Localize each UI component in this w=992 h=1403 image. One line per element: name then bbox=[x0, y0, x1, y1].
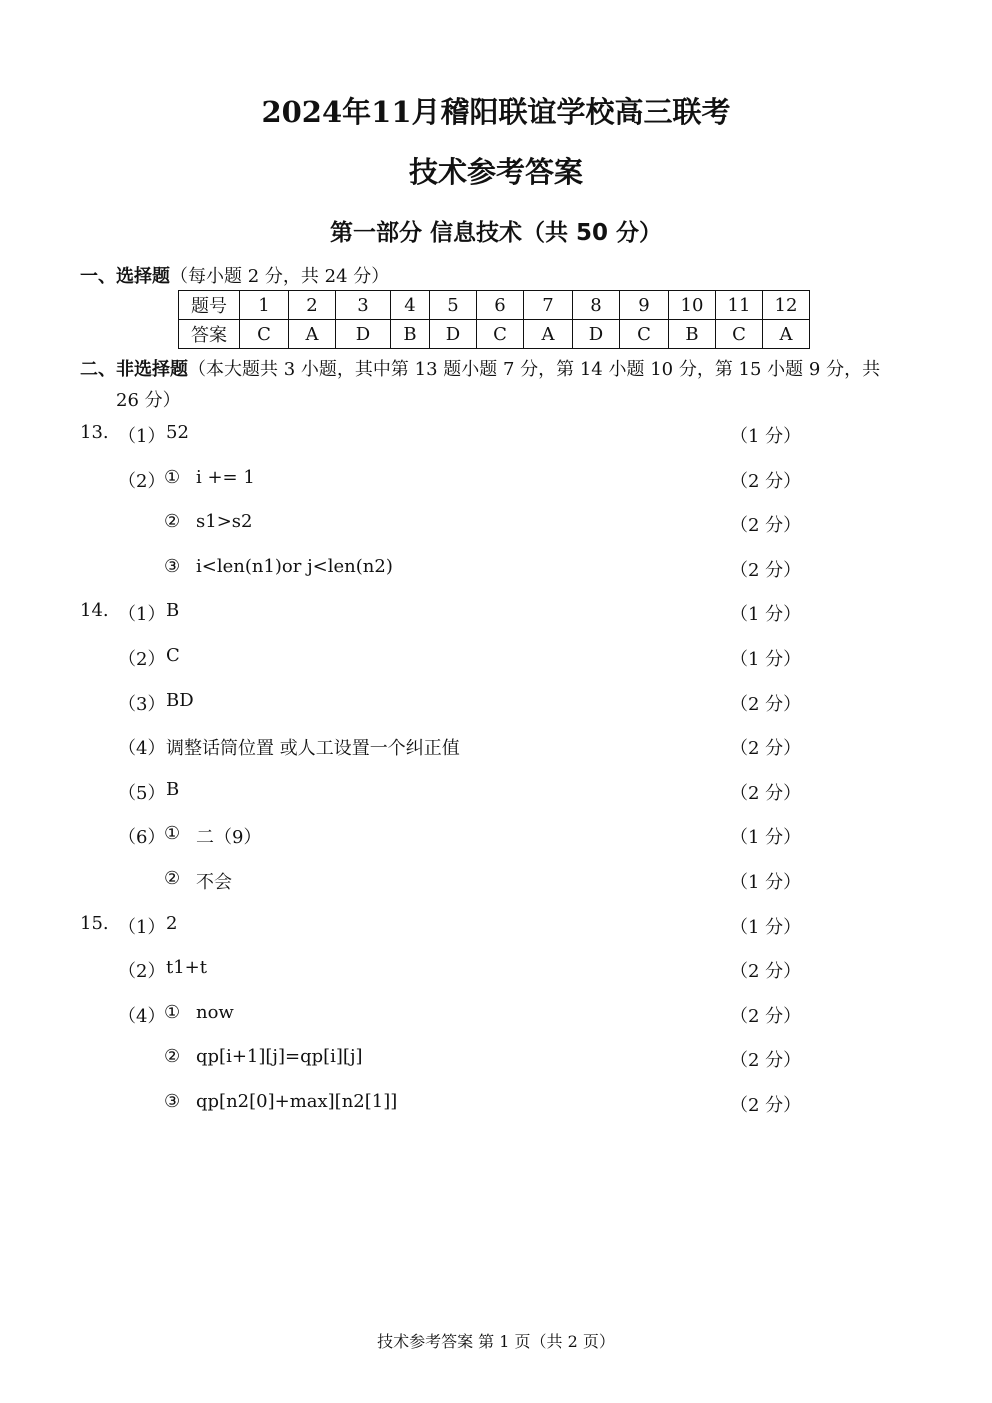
question-label: 14. bbox=[80, 600, 109, 621]
score-label: （2 分） bbox=[730, 560, 802, 581]
score-label: （2 分） bbox=[730, 1006, 802, 1027]
answer-text: C bbox=[166, 645, 180, 666]
sub-question-label: （2） bbox=[118, 471, 166, 492]
answer-text: s1>s2 bbox=[196, 511, 253, 532]
score-label: （2 分） bbox=[730, 1050, 802, 1071]
section1-heading: 一、选择题 bbox=[80, 266, 170, 287]
score-label: （1 分） bbox=[730, 604, 802, 625]
score-label: （2 分） bbox=[730, 471, 802, 492]
answer-cell: A bbox=[763, 320, 810, 349]
question-number: 5 bbox=[430, 291, 477, 320]
answer-cell: D bbox=[573, 320, 620, 349]
question-number: 10 bbox=[669, 291, 716, 320]
section2-heading-line bbox=[80, 355, 880, 381]
question-label: 13. bbox=[80, 422, 109, 443]
answer-cell: C bbox=[716, 320, 763, 349]
score-label: （2 分） bbox=[730, 738, 802, 759]
answer-text: 调整话筒位置 或人工设置一个纠正值 bbox=[166, 738, 460, 759]
answer-text: BD bbox=[166, 690, 194, 711]
section2-note: （本大题共 3 小题，其中第 13 题小题 7 分，第 14 小题 10 分，第 15 小题 9 分，共 bbox=[188, 359, 881, 380]
document-subtitle: 技术参考答案 bbox=[408, 155, 583, 189]
sub-question-label: （5） bbox=[118, 783, 166, 804]
answer-text: i += 1 bbox=[196, 467, 255, 488]
document-title: 2024年11月稽阳联谊学校高三联考 bbox=[261, 95, 731, 129]
score-label: （2 分） bbox=[730, 515, 802, 536]
blank-marker: ② bbox=[164, 868, 181, 889]
answer-cell: C bbox=[620, 320, 669, 349]
answer-text: qp[i+1][j]=qp[i][j] bbox=[196, 1046, 363, 1067]
question-number: 8 bbox=[573, 291, 620, 320]
question-number: 7 bbox=[524, 291, 573, 320]
sub-question-label: （2） bbox=[118, 961, 166, 982]
question-number: 3 bbox=[336, 291, 391, 320]
blank-marker: ① bbox=[164, 1002, 181, 1023]
sub-question-label: （3） bbox=[118, 694, 166, 715]
answer-cell: D bbox=[430, 320, 477, 349]
score-label: （1 分） bbox=[730, 426, 802, 447]
blank-marker: ③ bbox=[164, 556, 181, 577]
section2-note-cont: 26 分） bbox=[116, 390, 181, 411]
page-footer: 技术参考答案 第 1 页（共 2 页） bbox=[377, 1332, 615, 1351]
answer-cell: A bbox=[524, 320, 573, 349]
blank-marker: ② bbox=[164, 511, 181, 532]
answer-cell: D bbox=[336, 320, 391, 349]
sub-question-label: （1） bbox=[118, 604, 166, 625]
answer-text: t1+t bbox=[166, 957, 208, 978]
answer-text: now bbox=[196, 1002, 234, 1023]
answer-text: qp[n2[0]+max][n2[1]] bbox=[196, 1091, 398, 1112]
answer-text: 52 bbox=[166, 422, 189, 443]
score-label: （2 分） bbox=[730, 1095, 802, 1116]
answer-text: 2 bbox=[166, 913, 178, 934]
score-label: （2 分） bbox=[730, 961, 802, 982]
section2-heading: 二、非选择题 bbox=[80, 359, 188, 380]
answer-cell: C bbox=[240, 320, 289, 349]
answer-cell: B bbox=[391, 320, 430, 349]
question-number: 4 bbox=[391, 291, 430, 320]
sub-question-label: （1） bbox=[118, 917, 166, 938]
blank-marker: ① bbox=[164, 823, 181, 844]
question-number: 2 bbox=[289, 291, 336, 320]
question-label: 15. bbox=[80, 913, 109, 934]
answer-table-answer-row bbox=[179, 320, 810, 349]
sub-question-label: （4） bbox=[118, 1006, 166, 1027]
answer-cell: C bbox=[477, 320, 524, 349]
row-label-number: 题号 bbox=[179, 291, 240, 320]
sub-question-label: （6） bbox=[118, 827, 166, 848]
answer-table-number-row bbox=[179, 291, 810, 320]
score-label: （2 分） bbox=[730, 694, 802, 715]
answer-cell: B bbox=[669, 320, 716, 349]
score-label: （1 分） bbox=[730, 917, 802, 938]
blank-marker: ① bbox=[164, 467, 181, 488]
score-label: （1 分） bbox=[730, 872, 802, 893]
part-heading: 第一部分 信息技术（共 50 分） bbox=[329, 220, 663, 246]
score-label: （1 分） bbox=[730, 649, 802, 670]
sub-question-label: （1） bbox=[118, 426, 166, 447]
blank-marker: ③ bbox=[164, 1091, 181, 1112]
sub-question-label: （4） bbox=[118, 738, 166, 759]
blank-marker: ② bbox=[164, 1046, 181, 1067]
answer-text: 二（9） bbox=[196, 827, 262, 848]
score-label: （2 分） bbox=[730, 783, 802, 804]
section1-note: （每小题 2 分，共 24 分） bbox=[170, 266, 390, 287]
question-number: 9 bbox=[620, 291, 669, 320]
answer-text: B bbox=[166, 779, 180, 800]
answer-text: i<len(n1)or j<len(n2) bbox=[196, 556, 393, 577]
answer-table bbox=[178, 290, 810, 349]
answer-text: B bbox=[166, 600, 180, 621]
answer-cell: A bbox=[289, 320, 336, 349]
score-label: （1 分） bbox=[730, 827, 802, 848]
question-number: 6 bbox=[477, 291, 524, 320]
question-number: 11 bbox=[716, 291, 763, 320]
sub-question-label: （2） bbox=[118, 649, 166, 670]
section1-heading-line bbox=[80, 262, 389, 288]
question-number: 12 bbox=[763, 291, 810, 320]
row-label-answer: 答案 bbox=[179, 320, 240, 349]
answer-text: 不会 bbox=[196, 872, 232, 893]
question-number: 1 bbox=[240, 291, 289, 320]
